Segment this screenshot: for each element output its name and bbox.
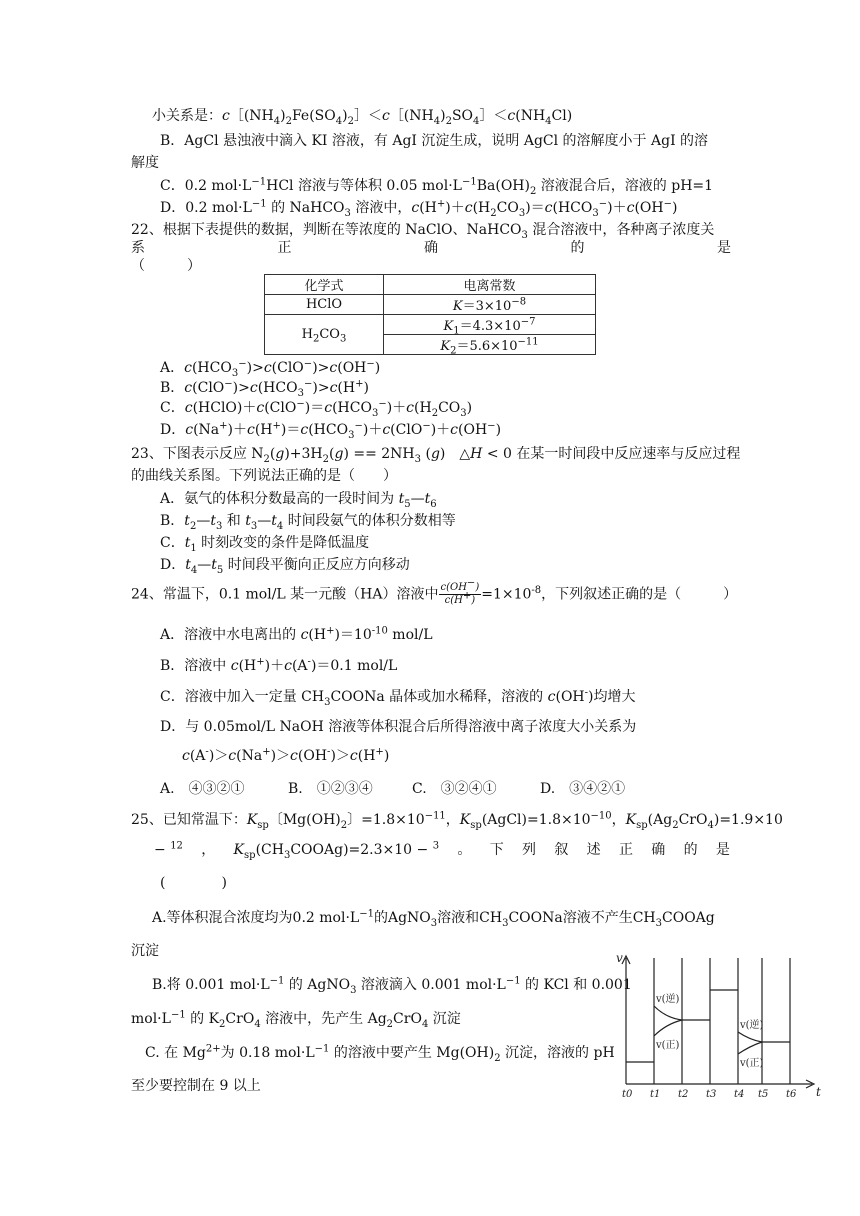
q21-option-b-cont: 解度 xyxy=(131,155,159,171)
word: 的 xyxy=(683,842,698,858)
word: 叙 xyxy=(554,842,569,858)
q25-option-a-cont: 沉淀 xyxy=(131,943,159,959)
tick-t0: t0 xyxy=(622,1089,633,1100)
rev-rate-t4-t5 xyxy=(738,1032,762,1042)
table-cell: HClO xyxy=(265,295,384,315)
rate-time-graph xyxy=(612,950,824,1102)
word: 正 xyxy=(618,842,633,858)
ionization-table xyxy=(264,274,596,355)
q24-option-b: B．溶液中 c(H+)＋c(A-)＝0.1 mol/L xyxy=(160,656,398,674)
q25-option-b: B.将 0.001 $mol\cdot L^{-1}$ 的 AgNO$_3$ 溶液滴入 0.001 $mol\cdot L^{-1}$ 的 KCl 和 0.001 xyxy=(152,975,632,996)
q22-stem-line2 xyxy=(131,238,731,258)
tick-t5: t5 xyxy=(758,1089,769,1100)
word: 。 xyxy=(457,842,472,858)
q24-choices xyxy=(160,779,625,799)
table-header: 化学式 xyxy=(265,275,384,295)
q21-option-d: D．0.2 $mol\cdot L^{-1}$ 的 NaHCO$_3$ 溶液中，$c(H^+)+c(H_2CO_3)=c(HCO_3^-)+c(OH^-)$ xyxy=(160,198,678,219)
q22-option-c: C．$c(HClO)+c(ClO^-)=c(HCO_3^-)+c(H_2CO_3)$ xyxy=(160,398,473,419)
word: 述 xyxy=(586,842,601,858)
q24-option-d-relation: c(A-)＞c(Na+)＞c(OH-)＞c(H+) xyxy=(182,746,390,764)
label-rev-2: v(逆) xyxy=(740,1020,764,1031)
q23-option-b: B．$t_2—t_3$ 和 $t_3—t_4$ 时间段氨气的体积分数相等 xyxy=(160,513,456,532)
q25-option-a: A.等体积混合浓度均为0.2 $mol\cdot L^{-1}$的AgNO$_3$溶液和$CH_3COONa$溶液不产生$CH_3COOAg$ xyxy=(152,908,715,929)
word: 正 xyxy=(277,240,292,256)
tick-t1: t1 xyxy=(650,1089,661,1100)
word: 确 xyxy=(651,842,666,858)
tick-t2: t2 xyxy=(678,1089,689,1100)
choice: C. ③②④① xyxy=(412,781,497,797)
q22-stem-line1: 22、根据下表提供的数据，判断在等浓度的 NaClO、NaHCO$_3$ 混合溶液中，各种离子浓度关 xyxy=(131,222,715,241)
q24-option-a: A．溶液中水电离出的 $c(H^+)=10^{-10}$ mol/L xyxy=(160,625,433,643)
word: 是 xyxy=(717,240,731,256)
q23-option-d: D．$t_4—t_5$ 时间段平衡向正反应方向移动 xyxy=(160,557,410,576)
table-cell: $K_1=4.3\times 10^{-7}$ xyxy=(384,315,596,335)
q23-option-c: C．$t_1$ 时刻改变的条件是降低温度 xyxy=(160,535,370,554)
q21-option-a-continued: 小关系是：$c[(NH_4)_2Fe(SO_4)_2]<c[(NH_4)_2SO_4]<c(NH_4Cl)$ xyxy=(152,108,573,127)
x-axis-label: t xyxy=(816,1085,821,1099)
y-axis-label: v xyxy=(616,951,623,965)
label-rev-1: v(逆) xyxy=(656,994,680,1005)
q25-answer-blank: ( ) xyxy=(160,875,227,891)
q25-option-b-cont: $mol\cdot L^{-1}$ 的 $K_2CrO_4$ 溶液中，先产生 $Ag_2CrO_4$ 沉淀 xyxy=(131,1009,461,1030)
word: 的 xyxy=(570,240,585,256)
q22-option-d: D．$c(Na^+)+c(H^+)=c(HCO_3^-)+c(ClO^-)+c(OH^-)$ xyxy=(160,420,502,441)
q25-stem-line2 xyxy=(154,840,730,860)
label-fwd-2: v(正) xyxy=(740,1058,764,1069)
q23-option-a: A．氨气的体积分数最高的一段时间为 $t_5—t_6$ xyxy=(160,491,437,510)
ratio-fraction: $\frac{c(OH^-)}{c(H^+)}$ xyxy=(440,577,480,606)
q22-answer-blank: （ ） xyxy=(131,258,201,274)
choice: D. ③④②① xyxy=(540,781,626,797)
tick-t6: t6 xyxy=(786,1089,797,1100)
table-cell: $K=3\times 10^{-8}$ xyxy=(384,295,596,315)
table-cell: $K_2=5.6\times 10^{-11}$ xyxy=(384,335,596,355)
word: − $^{12}$ xyxy=(154,840,183,858)
tick-t4: t4 xyxy=(734,1089,745,1100)
q25-stem-line1: 25、已知常温下：$K_{sp}$〔$Mg(OH)_2$〕$=1.8\times 10^{-11}$，$K_{sp}(AgCl)=1.8\times 10^{-10}$，$K_{sp}(Ag_2CrO_4)=1.9\times 10$ xyxy=(131,810,783,831)
q24-stem: 24、常温下，0.1 mol/L 某一元酸（HA）溶液中 $\frac{c(OH^-)}{c(H^+)}$ $=1\times 10^{-8}$，下列叙述正确的是（ ） xyxy=(131,577,738,606)
word: 下 xyxy=(489,842,504,858)
q22-option-a: A．$c(HCO_3^-)>c(ClO^-)>c(OH^-)$ xyxy=(160,358,381,379)
tick-t3: t3 xyxy=(706,1089,717,1100)
q24-option-d: D．与 0.05mol/L NaOH 溶液等体积混合后所得溶液中离子浓度大小关系为 xyxy=(160,719,637,735)
q21-option-b: B．AgCl 悬浊液中滴入 KI 溶液，有 AgI 沉淀生成，说明 AgCl 的溶解度小于 AgI 的溶 xyxy=(160,133,709,149)
word: 系 xyxy=(131,240,145,256)
rev-rate-t1-t2 xyxy=(654,1006,682,1020)
q21-option-c: C．0.2 $mol\cdot L^{-1}HCl$ 溶液与等体积 0.05 $mol\cdot L^{-1}Ba(OH)_2$ 溶液混合后，溶液的 pH=1 xyxy=(160,176,714,197)
table-cell: $H_2CO_3$ xyxy=(265,315,384,355)
q25-option-c: C. 在 $Mg^{2+}$为 0.18 $mol\cdot L^{-1}$ 的溶液中要产生 $Mg(OH)_2$ 沉淀，溶液的 pH xyxy=(145,1043,615,1064)
word: 列 xyxy=(522,842,537,858)
fwd-rate-t1-t2 xyxy=(654,1020,682,1036)
q23-stem-line2: 的曲线关系图。下列说法正确的是（ ） xyxy=(131,468,397,484)
q24-option-c: C．溶液中加入一定量 $CH_3COONa$ 晶体或加水稀释，溶液的 c(OH-)均增大 xyxy=(160,687,636,708)
word: 确 xyxy=(424,240,438,256)
table-header: 电离常数 xyxy=(384,275,596,295)
choice: A. ④③②① xyxy=(160,781,245,797)
word: $K_{sp}(CH_3COOAg)=2.3\times 10 - ^3$ xyxy=(233,840,440,861)
fwd-rate-t4-t5 xyxy=(738,1042,762,1054)
word: 是 xyxy=(715,842,730,858)
q22-option-b: B．$c(ClO^-)>c(HCO_3^-)>c(H^+)$ xyxy=(160,378,369,399)
choice: B. ①②③④ xyxy=(288,781,373,797)
label-fwd-1: v(正) xyxy=(656,1040,680,1051)
word: ， xyxy=(201,842,216,858)
q23-stem-line1: 23、下图表示反应 $N_2(g)+3H_2(g) == 2NH_3$ (g) △H < 0 在某一时间段中反应速率与反应过程 xyxy=(131,446,741,465)
q25-option-c-cont: 至少要控制在 9 以上 xyxy=(131,1078,261,1094)
